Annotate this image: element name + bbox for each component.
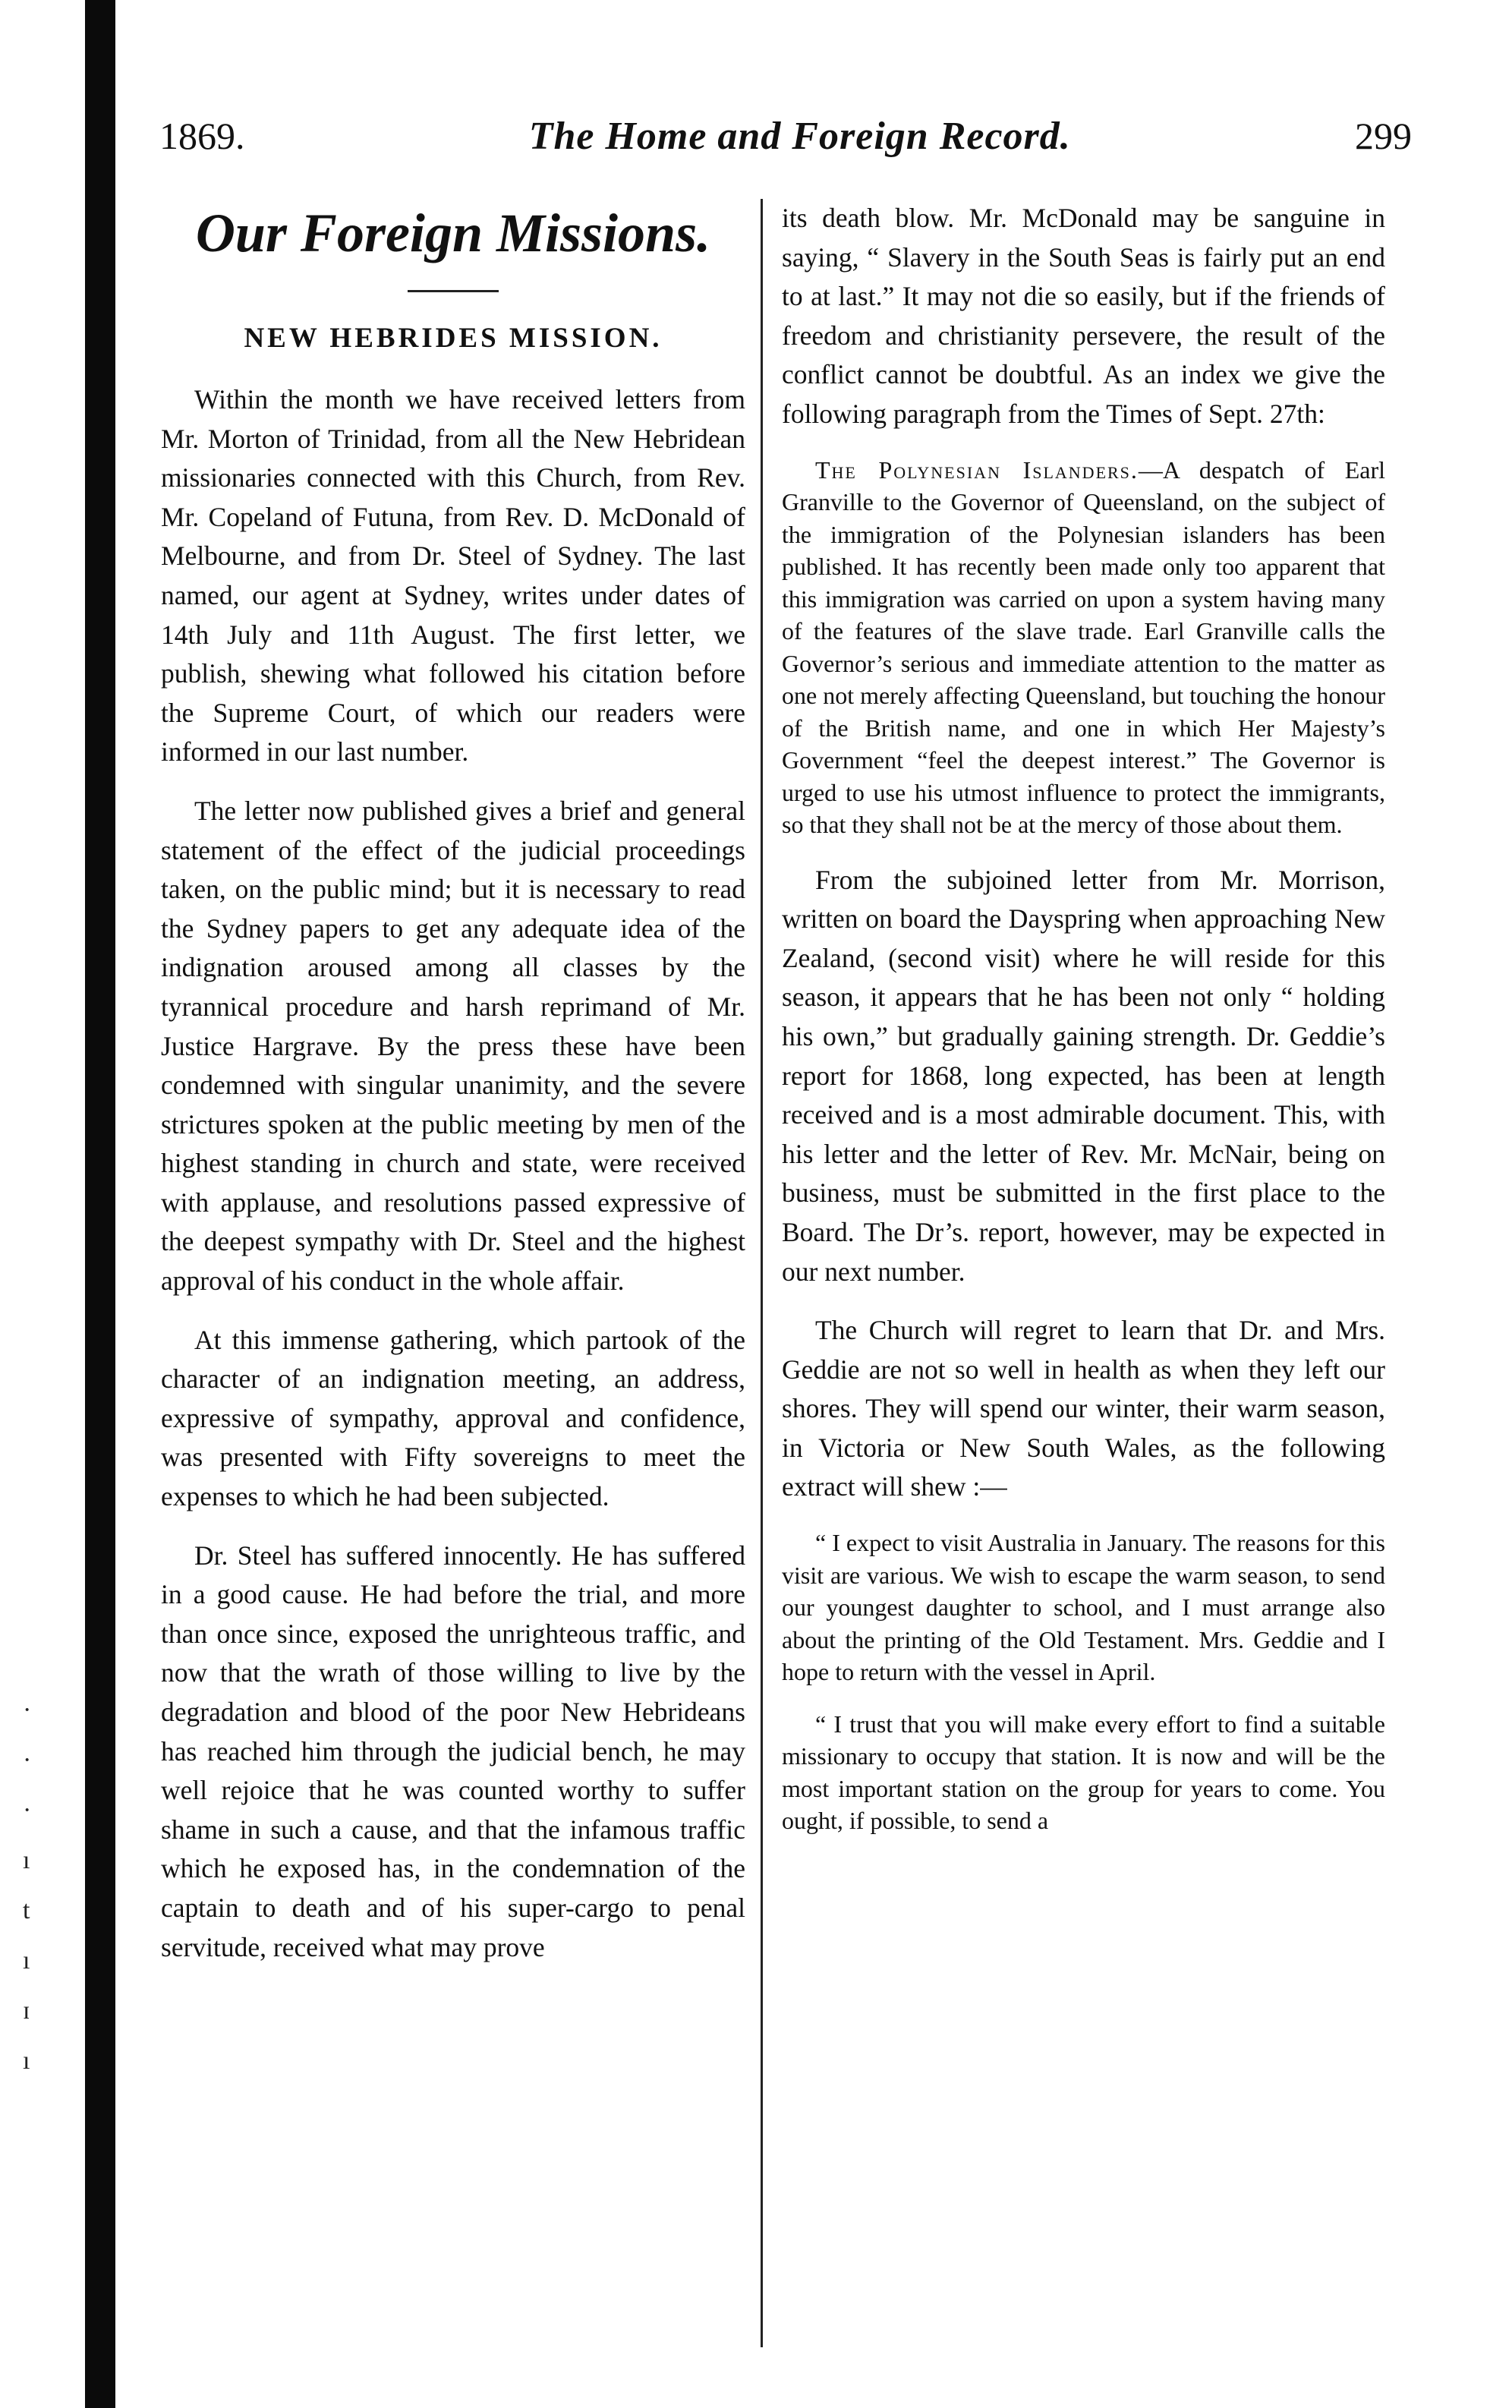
quote-text: —A despatch of Earl Granville to the Governor of Queensland, on the subject of the immigration of the Polynesian islanders has been published. It has recently been made only too apparent that this immigration was carried on upon a system having many of the features of the slave trade. Earl Granville calls the Governor’s serious and immediate attention to the matter as one not merely affecting Queensland, but touching the honour of the British name, and one in which Her Majesty’s Government “feel the deepest interest.” The Governor is urged to use his utmost influence to protect the immigrants, so that they shall not be at the mercy of those about them. [782, 455, 1386, 839]
margin-mark: ı [23, 2047, 30, 2075]
margin-mark: t [23, 1896, 30, 1924]
journal-title: The Home and Foreign Record. [528, 115, 1071, 158]
paragraph: From the subjoined letter from Mr. Morrison, written on board the Dayspring when approaching New Zealand, (second visit) where he will reside for this season, it appears that he has been not only “ holding his own,” but gradually gaining strength. Dr. Geddie’s report for 1868, long expected, has been at length received and is a most admirable document. This, with his letter and the letter of Rev. Mr. McNair, being on business, must be submitted in the first place to the Board. The Dr’s. report, however, may be expected in our next number. [782, 864, 1385, 1287]
paragraph: At this immense gathering, which partook of the character of an indignation meeting, an address, expressive of sympathy, approval and confidence, was presented with Fifty sovereigns to meet the expenses to which he had been subjected. [161, 1324, 745, 1512]
section-title: Our Foreign Missions. [195, 203, 711, 263]
title-rule [408, 290, 499, 292]
margin-mark: · [23, 1746, 32, 1774]
page-number: 299 [1354, 115, 1412, 157]
left-column [161, 199, 745, 1987]
paragraph: Dr. Steel has suffered innocently. He has suffered in a good cause. He had before the trial, and more than once since, exposed the unrighteous traffic, and now that the wrath of those willing to live by the degradation and blood of the poor New Hebrideans has reached him through the judicial bench, he may well rejoice that he was counted worthy to suffer shame in such a cause, and that the infamous traffic which he exposed has, in the condemnation of the captain to death and of his super-cargo to penal servitude, received what may prove [161, 1540, 745, 1962]
margin-mark: · [23, 1796, 32, 1824]
column-divider [761, 199, 763, 2347]
quote-heading: The Polynesian Islanders. [815, 455, 1139, 484]
right-column [782, 199, 1385, 1857]
margin-mark: ı [23, 1946, 30, 1975]
margin-mark: · [23, 1696, 32, 1724]
page-header [159, 114, 1412, 167]
quoted-paragraph [782, 454, 1385, 841]
margin-mark: ı [23, 1846, 30, 1874]
binding-edge [85, 0, 115, 2408]
margin-mark: ɪ [23, 1997, 30, 2025]
paragraph: The letter now published gives a brief and general statement of the effect of the judicial proceedings taken, on the public mind; but it is necessary to read the Sydney papers to get any adequate idea of the indignation aroused among all classes by the tyrannical procedure and harsh reprimand of Mr. Justice Hargrave. By the press these have been condemned with singular unanimity, and the severe strictures spoken at the public meeting by men of the highest standing in church and state, were received with applause, and resolutions passed expressive of the deepest sympathy with Dr. Steel and the highest approval of his conduct in the whole affair. [161, 795, 745, 1297]
header-year: 1869. [159, 115, 245, 157]
section-subhead: NEW HEBRIDES MISSION. [244, 323, 663, 354]
letter-extract: “ I trust that you will make every effort to find a suitable missionary to occupy that station. It is now and will be the most important station on the group for years to come. You ought, if possible, to send a [782, 1710, 1385, 1835]
paragraph: Within the month we have received letters from Mr. Morton of Trinidad, from all the New Hebridean missionaries connected with this Church, from Rev. Mr. Copeland of Futuna, from Rev. D. McDonald of Melbourne, and from Dr. Steel of Sydney. The last named, our agent at Sydney, writes under dates of 14th July and 11th August. The first letter, we publish, shewing what followed his citation before the Supreme Court, of which our readers were informed in our last number. [161, 384, 745, 767]
paragraph: The Church will regret to learn that Dr. and Mrs. Geddie are not so well in health as when they left our shores. They will spend our winter, their warm season, in Victoria or New South Wales, as the following extract will shew :— [782, 1315, 1385, 1502]
paragraph: its death blow. Mr. McDonald may be sanguine in saying, “ Slavery in the South Seas is fairly put an end to at last.” It may not die so easily, but if the friends of freedom and christianity persevere, the result of the conflict cannot be doubtful. As an index we give the following paragraph from the Times of Sept. 27th: [782, 203, 1385, 429]
margin-marks [23, 1685, 68, 2075]
letter-extract: “ I expect to visit Australia in January. The reasons for this visit are various. We wish to escape the warm season, to send our youngest daughter to school, and I must arrange also about the printing of the Old Testament. Mrs. Geddie and I hope to return with the vessel in April. [782, 1529, 1385, 1686]
